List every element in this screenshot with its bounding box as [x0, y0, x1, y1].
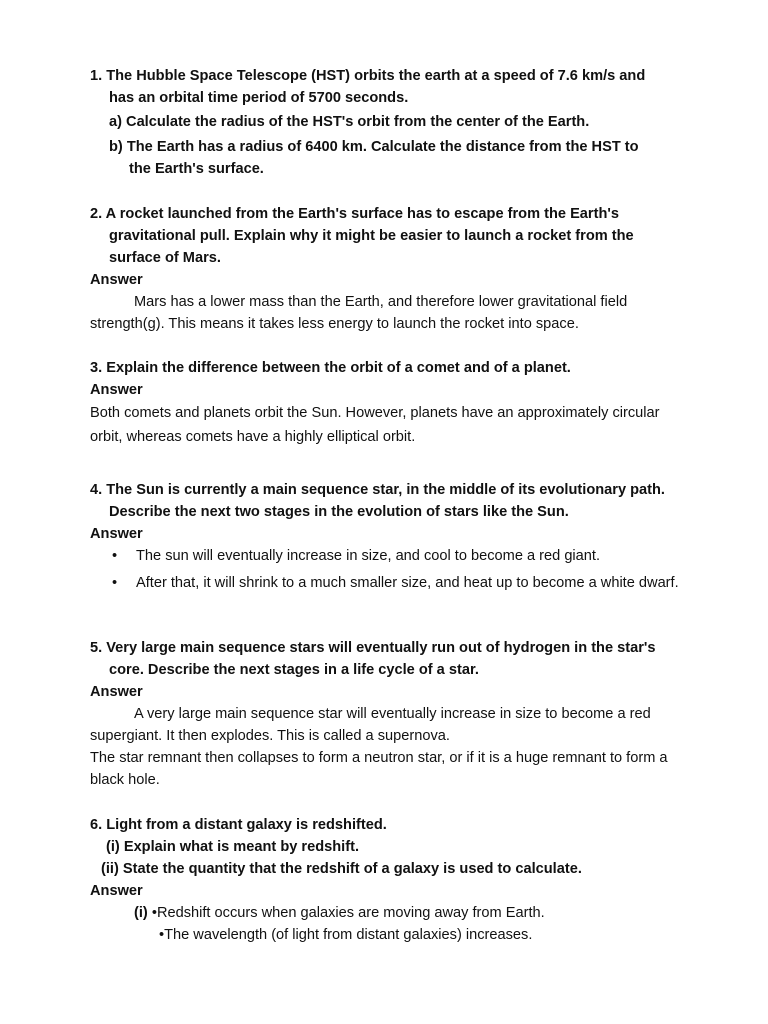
question-4-line-2: Describe the next two stages in the evolution of stars like the Sun.	[109, 504, 569, 520]
answer-label: Answer	[90, 684, 143, 700]
question-5	[90, 637, 690, 791]
question-6-answer-i-line-2: •The wavelength (of light from distant galaxies) increases.	[159, 927, 533, 943]
bullet-icon: •	[112, 575, 118, 591]
question-2-line-1: 2. A rocket launched from the Earth's surface has to escape from the Earth's	[90, 206, 619, 222]
question-6-part-ii: (ii) State the quantity that the redshift of a galaxy is used to calculate.	[101, 861, 582, 877]
answer-text: •Redshift occurs when galaxies are moving away from Earth.	[151, 905, 545, 921]
question-6-part-i: (i) Explain what is meant by redshift.	[106, 839, 360, 855]
question-6	[90, 814, 690, 946]
question-1-part-b-cont: the Earth's surface.	[129, 161, 264, 177]
question-1-line-1: 1. The Hubble Space Telescope (HST) orbits the earth at a speed of 7.6 km/s and	[90, 68, 646, 84]
question-2-answer: Mars has a lower mass than the Earth, and therefore lower gravitational field strength(g). This means it takes less energy to launch the rocket into space.	[90, 294, 628, 332]
answer-label: Answer	[90, 272, 143, 288]
list-item	[90, 545, 690, 567]
question-3	[90, 357, 690, 449]
question-5-answer-p1: A very large main sequence star will eventually increase in size to become a red supergiant. It then explodes. This is called a supernova.	[90, 706, 651, 744]
list-item-text: The sun will eventually increase in size, and cool to become a red giant.	[136, 548, 601, 564]
question-2-line-3: surface of Mars.	[109, 250, 221, 266]
answer-label: Answer	[90, 382, 143, 398]
list-item-text: After that, it will shrink to a much smaller size, and heat up to become a white dwarf.	[136, 575, 679, 591]
question-3-answer: Both comets and planets orbit the Sun. However, planets have an approximately circular orbit, whereas comets have a highly elliptical orbit.	[90, 405, 660, 445]
list-item	[90, 572, 690, 594]
question-4-answer-list	[90, 545, 690, 594]
question-6-answer-i-line-1	[90, 902, 690, 924]
answer-label: Answer	[90, 883, 143, 899]
question-2	[90, 203, 690, 335]
answer-part-label: (i)	[134, 905, 148, 921]
question-1-part-b: b) The Earth has a radius of 6400 km. Calculate the distance from the HST to	[109, 139, 639, 155]
question-1	[90, 65, 690, 180]
question-6-line-1: 6. Light from a distant galaxy is redshifted.	[90, 817, 387, 833]
question-5-answer-p2: The star remnant then collapses to form a neutron star, or if it is a huge remnant to form a black hole.	[90, 750, 668, 788]
question-3-line-1: 3. Explain the difference between the orbit of a comet and of a planet.	[90, 360, 571, 376]
answer-label: Answer	[90, 526, 143, 542]
question-5-line-1: 5. Very large main sequence stars will eventually run out of hydrogen in the star's	[90, 640, 656, 656]
question-1-line-2: has an orbital time period of 5700 seconds.	[109, 90, 409, 106]
question-5-line-2: core. Describe the next stages in a life cycle of a star.	[109, 662, 479, 678]
question-4	[90, 479, 690, 594]
bullet-icon: •	[112, 548, 118, 564]
question-1-part-a: a) Calculate the radius of the HST's orbit from the center of the Earth.	[109, 114, 590, 130]
question-2-line-2: gravitational pull. Explain why it might be easier to launch a rocket from the	[109, 228, 634, 244]
question-4-line-1: 4. The Sun is currently a main sequence star, in the middle of its evolutionary path.	[90, 482, 665, 498]
